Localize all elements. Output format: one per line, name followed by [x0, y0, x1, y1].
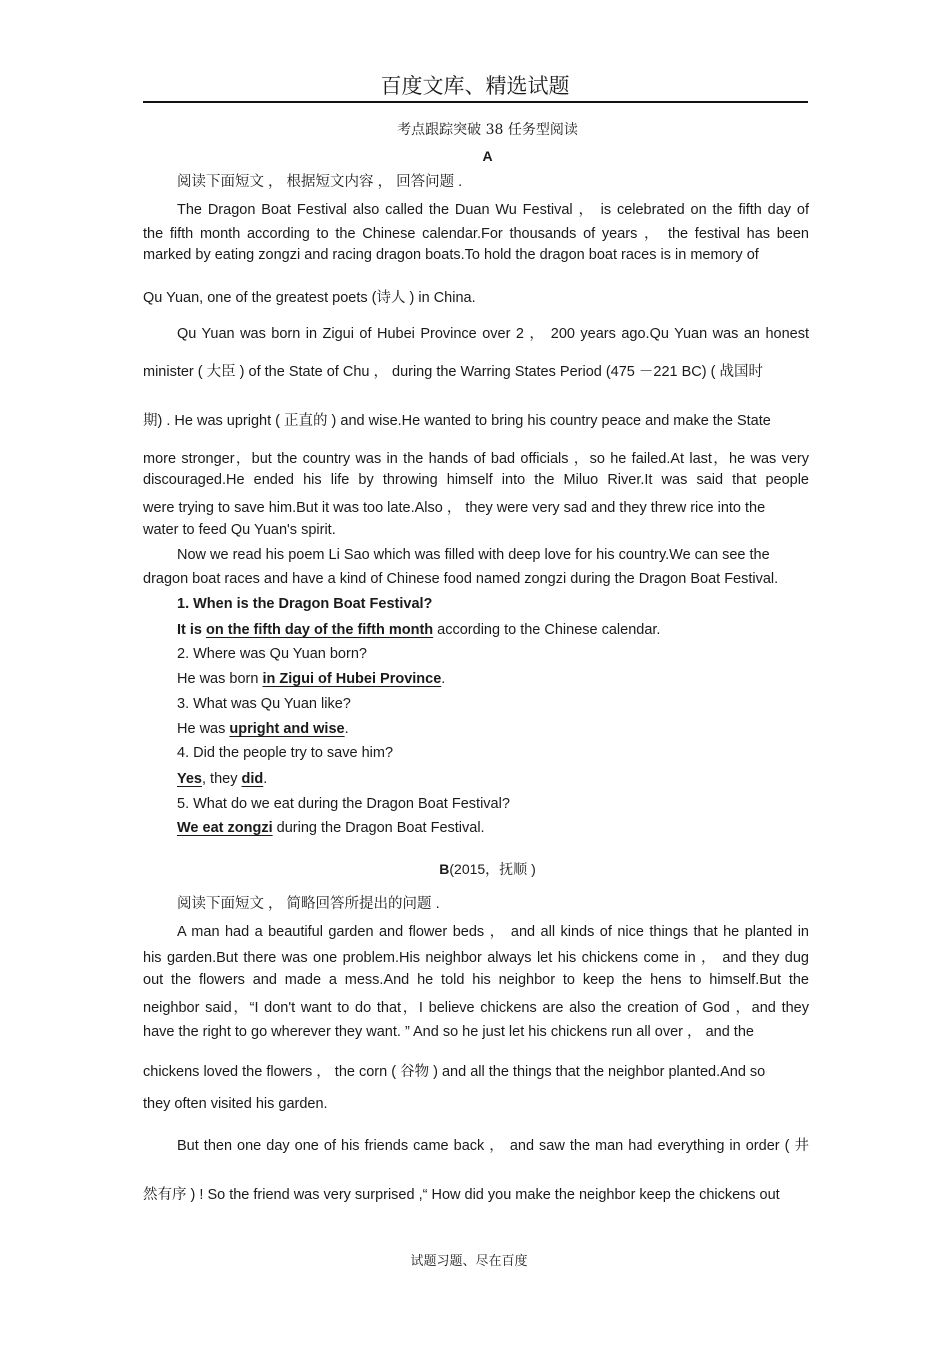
exercise-title: 考点跟踪突破 38 任务型阅读 [397, 122, 578, 138]
passage-b-line-3: out the flowers and made a mess.And he told his neighbor to keep the hens to himself.But the [143, 972, 809, 988]
answer-3-prefix: He was [177, 721, 230, 737]
passage-a-line-2: the fifth month according to the Chinese calendar.For thousands of years ， the festival has been [143, 226, 809, 242]
passage-b-line-7: they often visited his garden. [143, 1096, 328, 1112]
answer-3-suffix: . [344, 721, 349, 737]
passage-b-line-6: chickens loved the flowers ， the corn ( 谷物 ) and all the things that the neighbor planted.And so [143, 1064, 766, 1080]
section-b-heading [0, 859, 950, 879]
passage-b-line-9: 然有序 ) ! So the friend was very surprised ,“ How did you make the neighbor keep the chickens out [143, 1187, 780, 1203]
passage-a-line-6: minister ( 大臣 ) of the State of Chu ， during the Warring States Period (475 －221 BC) ( 战国时 [143, 364, 763, 380]
passage-a-line-8: more stronger，but the country was in the hands of bad officials ，so he failed.At last，he was very [143, 451, 809, 467]
answer-1-blank: on the fifth day of the fifth month [206, 622, 434, 638]
answer-5-blank: We eat zongzi [177, 820, 273, 836]
passage-a-line-13: dragon boat races and have a kind of Chinese food named zongzi during the Dragon Boat Festival. [143, 571, 779, 587]
passage-a-line-10: were trying to save him.But it was too late.Also ， they were very sad and they threw rice into the [143, 500, 766, 516]
passage-b-line-4: neighbor said，“I don't want to do that，I believe chickens are also the creation of God ，and they [143, 1000, 809, 1016]
passage-b-line-1: A man had a beautiful garden and flower beds ， and all kinds of nice things that he planted in [177, 924, 809, 940]
header-divider [143, 101, 808, 103]
passage-a-line-4: Qu Yuan, one of the greatest poets (诗人 ) in China. [143, 290, 476, 306]
passage-b-line-5: have the right to go wherever they want. ” And so he just let his chickens run all over ， and the [143, 1024, 754, 1040]
answer-2 [177, 671, 445, 687]
passage-b-line-8: But then one day one of his friends came back ， and saw the man had everything in order ( 井 [177, 1138, 809, 1154]
answer-4-middle: , they [202, 771, 242, 787]
question-4: 4. Did the people try to save him? [177, 745, 394, 761]
passage-a-line-5: Qu Yuan was born in Zigui of Hubei Province over 2 ， 200 years ago.Qu Yuan was an honest [177, 326, 809, 342]
passage-a-line-7: 期) . He was upright ( 正直的 ) and wise.He wanted to bring his country peace and make the State [143, 413, 771, 429]
passage-a-line-3: marked by eating zongzi and racing dragon boats.To hold the dragon boat races is in memory of [143, 247, 759, 263]
answer-4-suffix: . [263, 771, 268, 787]
passage-a-line-1: The Dragon Boat Festival also called the Duan Wu Festival ， is celebrated on the fifth day of [177, 202, 809, 218]
answer-4 [177, 771, 267, 787]
passage-a-line-9: discouraged.He ended his life by throwing himself into the Miluo River.It was said that people [143, 472, 809, 488]
answer-4-blank-did: did [241, 771, 264, 787]
answer-2-prefix: He was born [177, 671, 263, 687]
answer-1-suffix: according to the Chinese calendar. [433, 622, 661, 638]
answer-3-blank: upright and wise [229, 721, 345, 737]
question-1: 1. When is the Dragon Boat Festival? [177, 596, 433, 612]
answer-4-blank-yes: Yes [177, 771, 202, 787]
answer-1 [177, 622, 660, 638]
section-a-label: A [482, 148, 493, 164]
question-2: 2. Where was Qu Yuan born? [177, 646, 367, 662]
passage-a-line-12: Now we read his poem Li Sao which was filled with deep love for his country.We can see the [177, 547, 770, 563]
answer-5 [177, 820, 485, 836]
section-b-source: (2015，抚顺 ) [449, 861, 536, 877]
page-header-title: 百度文库、精选试题 [380, 74, 570, 98]
question-5: 5. What do we eat during the Dragon Boat Festival? [177, 796, 510, 812]
answer-2-blank: in Zigui of Hubei Province [262, 671, 442, 687]
passage-a-line-11: water to feed Qu Yuan's spirit. [143, 522, 336, 538]
answer-1-prefix: It is [177, 622, 207, 638]
answer-2-suffix: . [441, 671, 446, 687]
question-3: 3. What was Qu Yuan like? [177, 696, 351, 712]
page-footer: 试题习题、尽在百度 [410, 1254, 528, 1269]
answer-5-suffix: during the Dragon Boat Festival. [272, 820, 485, 836]
passage-b-line-2: his garden.But there was one problem.His neighbor always let his chickens come in ， and they dug [143, 950, 809, 966]
section-b-label: B [439, 861, 450, 877]
section-b-instruction: 阅读下面短文 ， 简略回答所提出的问题 . [177, 896, 440, 912]
section-a-instruction: 阅读下面短文 ， 根据短文内容 ， 回答问题 . [177, 174, 463, 190]
answer-3 [177, 721, 349, 737]
